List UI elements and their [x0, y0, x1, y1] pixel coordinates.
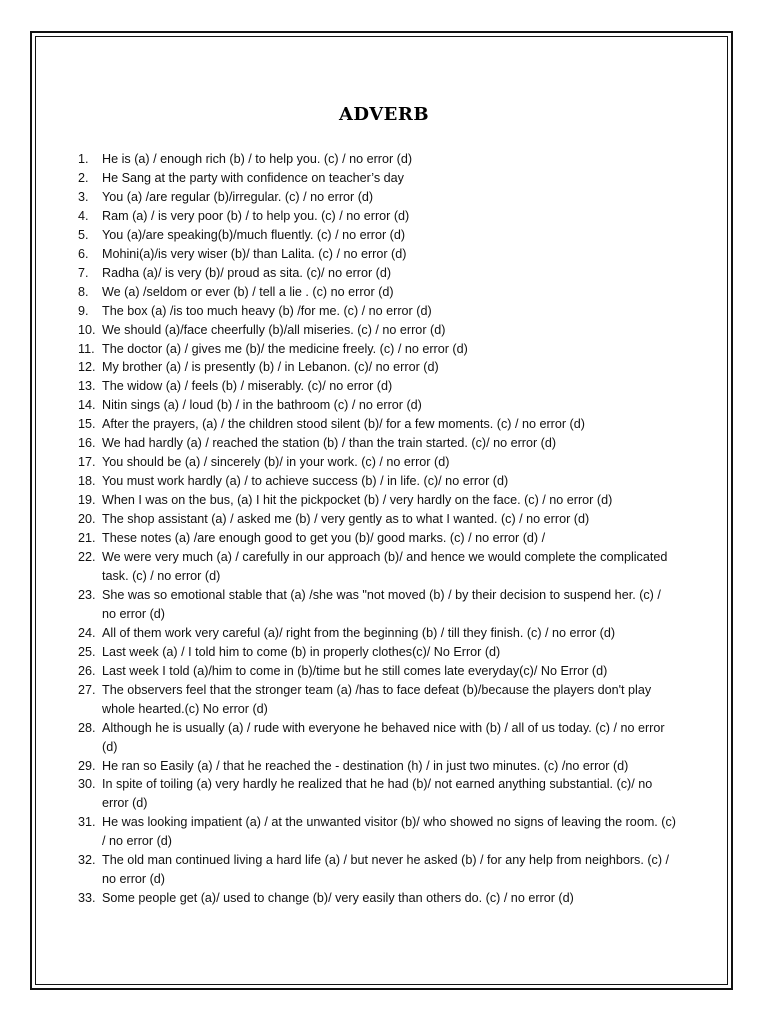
question-number: 22.: [78, 550, 96, 565]
question-number: 6.: [78, 246, 89, 261]
question-item: [78, 529, 678, 548]
question-number: 25.: [78, 644, 96, 659]
question-item: [78, 340, 678, 359]
question-text: We were very much (a) / carefully in our approach (b)/ and hence we would complete the complicated task. (c) / no error (d): [102, 550, 668, 583]
question-item: [78, 681, 678, 719]
question-number: 26.: [78, 663, 96, 678]
question-item: [78, 302, 678, 321]
question-text: You (a)/are speaking(b)/much fluently. (c) / no error (d): [102, 227, 406, 242]
question-text: The observers feel that the stronger team (a) /has to face defeat (b)/because the players don't play whole hearted.(c) No error (d): [102, 682, 652, 716]
question-text: Mohini(a)/is very wiser (b)/ than Lalita. (c) / no error (d): [102, 246, 407, 261]
question-text: Nitin sings (a) / loud (b) / in the bathroom (c) / no error (d): [102, 398, 422, 413]
question-text: When I was on the bus, (a) I hit the pickpocket (b) / very hardly on the face. (c) / no error (d): [102, 493, 613, 508]
question-number: 17.: [78, 455, 96, 470]
question-number: 24.: [78, 625, 96, 640]
question-number: 30.: [78, 777, 96, 792]
question-text: He Sang at the party with confidence on teacher’s day: [102, 170, 404, 185]
question-text: She was so emotional stable that (a) /she was "not moved (b) / by their decision to suspend her. (c) / no error (d): [102, 587, 661, 621]
question-text: You should be (a) / sincerely (b)/ in your work. (c) / no error (d): [102, 455, 450, 470]
question-number: 29.: [78, 758, 96, 773]
question-number: 9.: [78, 303, 89, 318]
question-item: [78, 283, 678, 302]
question-number: 23.: [78, 587, 96, 602]
question-item: [78, 453, 678, 472]
question-item: [78, 491, 678, 510]
question-number: 8.: [78, 284, 89, 299]
question-item: [78, 396, 678, 415]
question-list: [78, 150, 678, 908]
question-text: Radha (a)/ is very (b)/ proud as sita. (c)/ no error (d): [102, 265, 392, 280]
question-item: [78, 643, 678, 662]
question-text: These notes (a) /are enough good to get you (b)/ good marks. (c) / no error (d) /: [102, 531, 546, 546]
question-item: [78, 321, 678, 340]
question-number: 19.: [78, 493, 96, 508]
question-text: We (a) /seldom or ever (b) / tell a lie . (c) no error (d): [102, 284, 394, 299]
question-item: [78, 245, 678, 264]
question-text: After the prayers, (a) / the children stood silent (b)/ for a few moments. (c) / no error (d): [102, 417, 585, 432]
question-number: 3.: [78, 189, 89, 204]
question-text: You must work hardly (a) / to achieve success (b) / in life. (c)/ no error (d): [102, 474, 509, 489]
question-item: [78, 150, 678, 169]
question-number: 10.: [78, 322, 96, 337]
question-item: [78, 813, 678, 851]
question-item: [78, 358, 678, 377]
question-item: [78, 264, 678, 283]
question-text: In spite of toiling (a) very hardly he realized that he had (b)/ not earned anything substantial. (c)/ no error (d): [102, 777, 653, 811]
question-item: [78, 434, 678, 453]
question-item: [78, 169, 678, 188]
question-text: We had hardly (a) / reached the station (b) / than the train started. (c)/ no error (d): [102, 436, 557, 451]
question-number: 5.: [78, 227, 89, 242]
question-item: [78, 377, 678, 396]
question-item: [78, 188, 678, 207]
question-number: 12.: [78, 360, 96, 375]
question-text: Ram (a) / is very poor (b) / to help you. (c) / no error (d): [102, 208, 410, 223]
question-item: [78, 226, 678, 245]
question-number: 20.: [78, 512, 96, 527]
question-number: 14.: [78, 398, 96, 413]
question-number: 15.: [78, 417, 96, 432]
question-text: The doctor (a) / gives me (b)/ the medicine freely. (c) / no error (d): [102, 341, 468, 356]
question-number: 27.: [78, 682, 96, 697]
question-text: We should (a)/face cheerfully (b)/all miseries. (c) / no error (d): [102, 322, 446, 337]
question-item: [78, 851, 678, 889]
question-item: [78, 586, 678, 624]
question-item: [78, 472, 678, 491]
question-text: My brother (a) / is presently (b) / in Lebanon. (c)/ no error (d): [102, 360, 439, 375]
page-title: ADVERB: [338, 104, 430, 125]
question-item: [78, 662, 678, 681]
question-text: Last week (a) / I told him to come (b) in properly clothes(c)/ No Error (d): [102, 644, 501, 659]
question-text: Some people get (a)/ used to change (b)/ very easily than others do. (c) / no error (d): [102, 891, 574, 906]
question-item: [78, 207, 678, 226]
question-item: [78, 510, 678, 529]
question-text: You (a) /are regular (b)/irregular. (c) / no error (d): [102, 189, 374, 204]
question-text: The widow (a) / feels (b) / miserably. (c)/ no error (d): [102, 379, 393, 394]
question-number: 7.: [78, 265, 89, 280]
question-number: 18.: [78, 474, 96, 489]
question-number: 21.: [78, 531, 96, 546]
question-item: [78, 775, 678, 813]
question-text: Last week I told (a)/him to come in (b)/time but he still comes late everyday(c)/ No Error (d): [102, 663, 608, 678]
question-item: [78, 719, 678, 757]
question-item: [78, 889, 678, 908]
question-number: 1.: [78, 152, 89, 166]
question-item: [78, 624, 678, 643]
question-number: 2.: [78, 170, 89, 185]
question-item: [78, 548, 678, 586]
question-text: Although he is usually (a) / rude with everyone he behaved nice with (b) / all of us today. (c) / no error (d): [102, 720, 665, 754]
question-item: [78, 415, 678, 434]
question-item: [78, 757, 678, 776]
question-text: The box (a) /is too much heavy (b) /for me. (c) / no error (d): [102, 303, 432, 318]
question-text: He ran so Easily (a) / that he reached the - destination (h) / in just two minutes. (c) /no error (d): [102, 758, 629, 773]
question-number: 33.: [78, 891, 96, 906]
question-text: He was looking impatient (a) / at the unwanted visitor (b)/ who showed no signs of leaving the room. (c) / no error (d): [102, 815, 676, 849]
question-number: 16.: [78, 436, 96, 451]
question-number: 32.: [78, 853, 96, 868]
question-number: 28.: [78, 720, 96, 735]
question-number: 13.: [78, 379, 96, 394]
question-text: He is (a) / enough rich (b) / to help you. (c) / no error (d): [102, 152, 413, 166]
question-text: The shop assistant (a) / asked me (b) / very gently as to what I wanted. (c) / no error (d): [102, 512, 590, 527]
question-number: 31.: [78, 815, 96, 830]
question-text: All of them work very careful (a)/ right from the beginning (b) / till they finish. (c) / no error (d): [102, 625, 616, 640]
question-number: 4.: [78, 208, 89, 223]
question-number: 11.: [78, 341, 95, 356]
question-text: The old man continued living a hard life (a) / but never he asked (b) / for any help from neighbors. (c) / no error (d): [102, 853, 670, 887]
